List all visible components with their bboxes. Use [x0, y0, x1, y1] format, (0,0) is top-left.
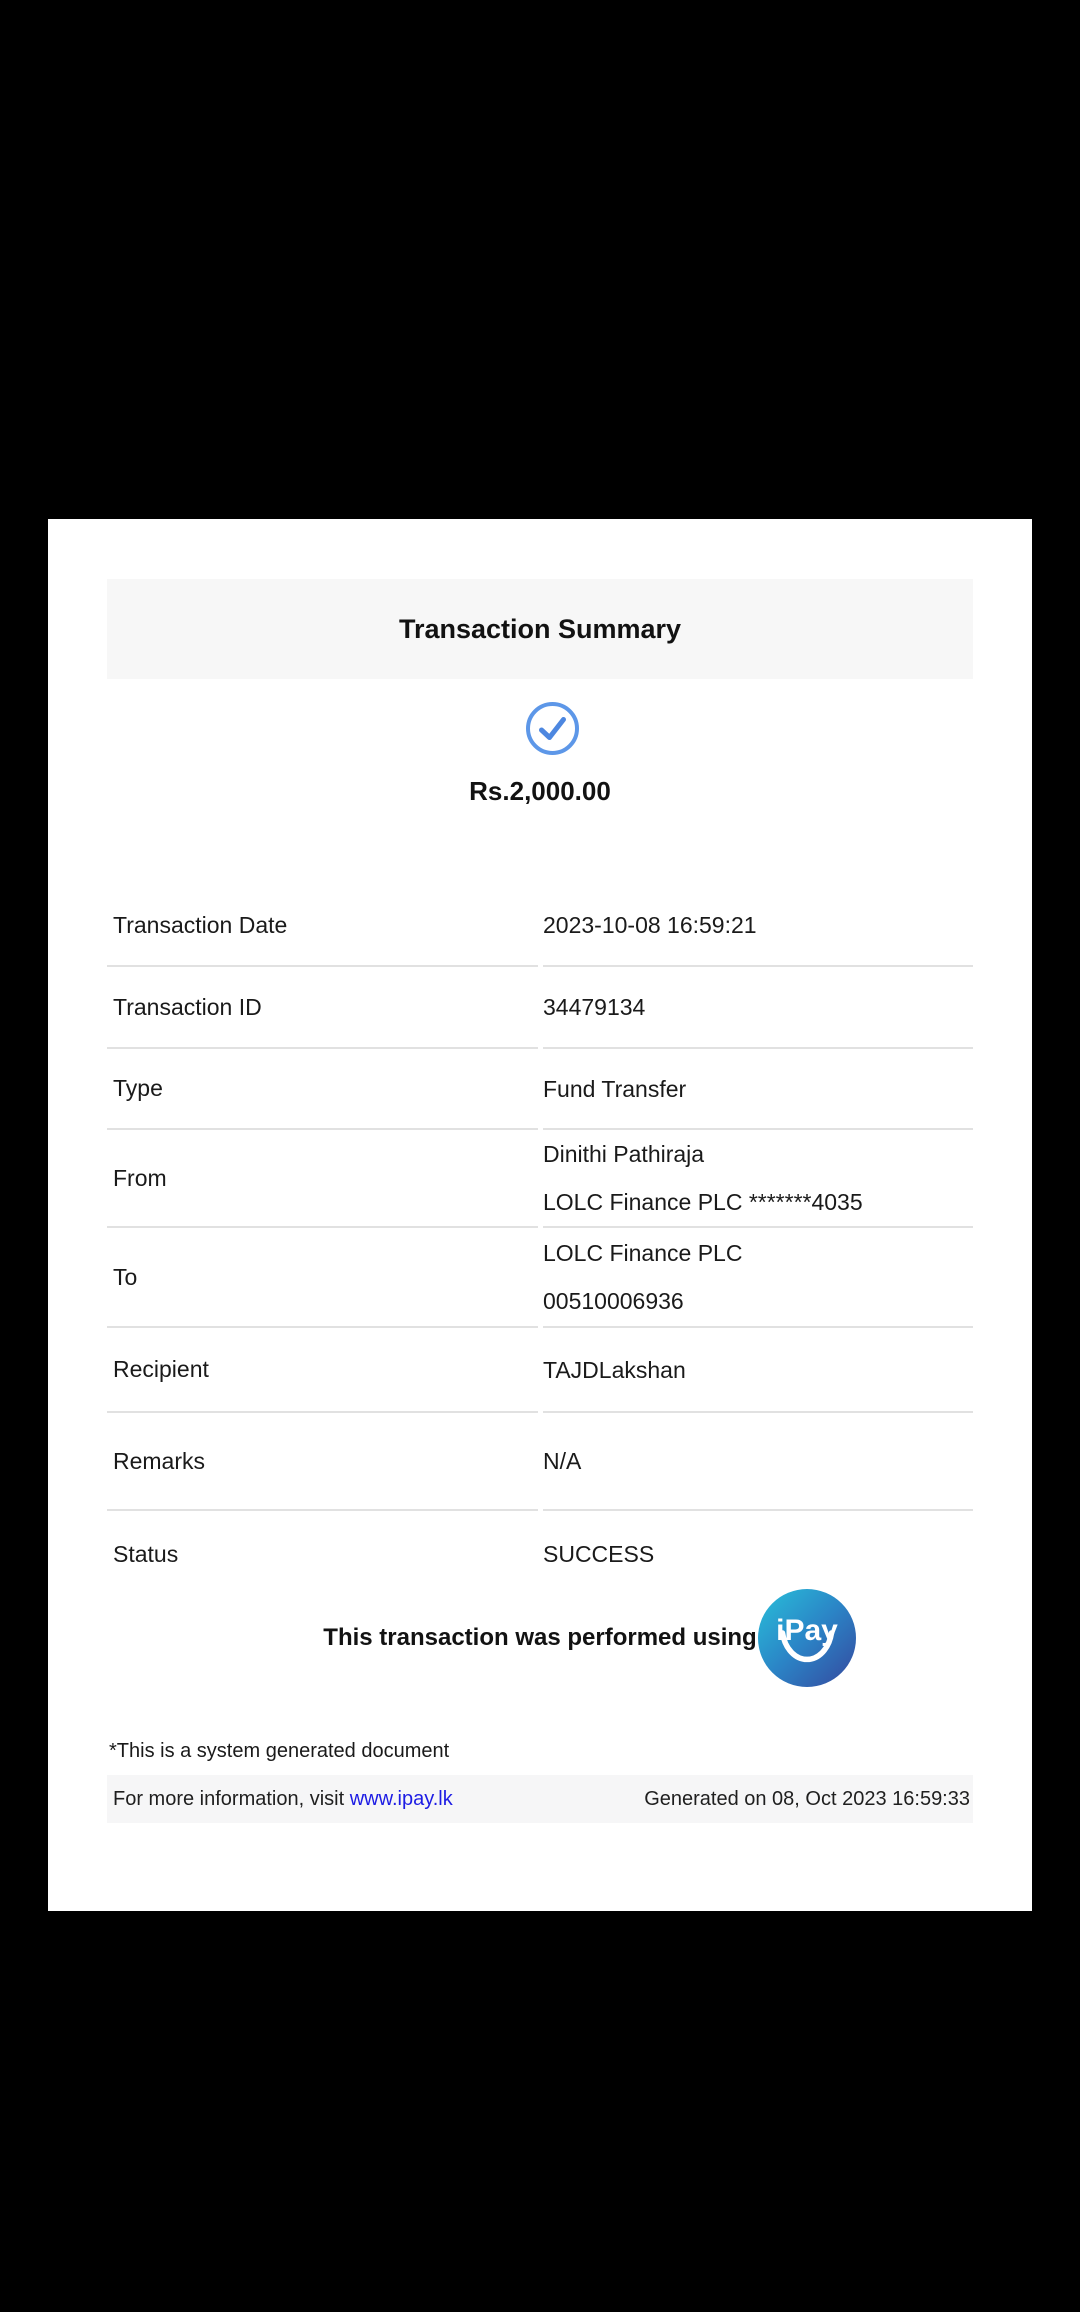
- row-value: 2023-10-08 16:59:21: [543, 885, 973, 967]
- row-label: Status: [113, 1540, 179, 1567]
- system-note: *This is a system generated document: [109, 1740, 450, 1762]
- table-row-transaction-date: [107, 885, 973, 967]
- row-value: Dinithi Pathiraja LOLC Finance PLC *******4035: [543, 1130, 973, 1228]
- row-value: N/A: [543, 1413, 973, 1511]
- success-check-icon: [525, 701, 580, 756]
- table-row-type: [107, 1049, 973, 1130]
- table-row-remarks: [107, 1413, 973, 1511]
- row-label: Transaction ID: [107, 967, 538, 1049]
- transaction-table: [107, 885, 973, 1597]
- amount-text: Rs.2,000.00: [469, 776, 611, 806]
- performed-using-row: [107, 1588, 973, 1688]
- receipt-card: [48, 519, 1032, 1911]
- row-label: Type: [107, 1049, 538, 1130]
- ipay-wordmark-text: iPay: [776, 1614, 838, 1647]
- page-title: Transaction Summary: [398, 613, 682, 644]
- row-label: From: [107, 1130, 538, 1228]
- generated-timestamp: Generated on 08, Oct 2023 16:59:33: [644, 1787, 970, 1810]
- row-label: To: [107, 1228, 538, 1328]
- footer-info-text: For more information, visit www.ipay.lk: [113, 1787, 453, 1810]
- row-value: TAJDLakshan: [543, 1328, 973, 1413]
- row-label: Recipient: [107, 1328, 538, 1413]
- ipay-link[interactable]: www.ipay.lk: [349, 1787, 453, 1810]
- row-value: Fund Transfer: [543, 1049, 973, 1130]
- header-bar: [107, 579, 973, 679]
- row-value: 34479134: [543, 967, 973, 1049]
- table-row-to: [107, 1228, 973, 1328]
- performed-using-text: This transaction was performed using: [323, 1624, 757, 1651]
- row-value: LOLC Finance PLC 00510006936: [543, 1228, 973, 1328]
- table-row-status: [107, 1511, 973, 1597]
- row-label: Transaction Date: [107, 885, 538, 967]
- status-value: SUCCESS: [543, 1541, 655, 1567]
- ipay-logo-icon: [758, 1589, 856, 1687]
- table-row-from: [107, 1130, 973, 1228]
- status-icon-container: [107, 701, 973, 756]
- footer-bar: [107, 1775, 973, 1823]
- row-label: Remarks: [107, 1413, 538, 1511]
- table-row-recipient: [107, 1328, 973, 1413]
- table-row-transaction-id: [107, 967, 973, 1049]
